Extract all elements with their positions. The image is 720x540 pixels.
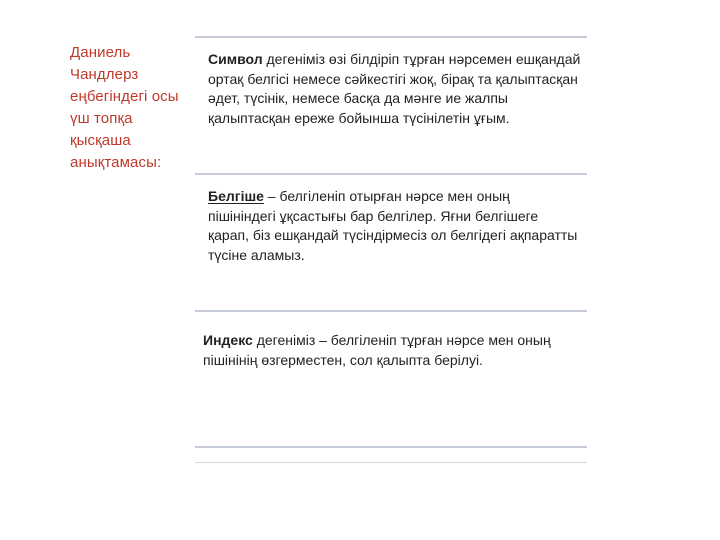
definition-text: дегеніміз – белгіленіп тұрған нәрсе мен оның пішінінің өзгерместен, сол қалыпта берілуі. (203, 332, 551, 368)
definition-index (203, 331, 595, 370)
divider-4 (195, 462, 587, 463)
definition-symbol (208, 50, 588, 128)
definition-text: дегеніміз өзі білдіріп тұрған нәрсемен ешқандай ортақ белгісі немесе сәйкестігі жоқ, бірақ та қалыптасқан әдет, түсінік, немесе басқа да мәнге ие жалпы қалыптасқан ереже бойынша түсінілетін ұғым. (208, 51, 581, 126)
definition-text: – белгіленіп отырған нәрсе мен оның пішініндегі ұқсастығы бар белгілер. Яғни белгішеге қарап, біз ешқандай түсіндірмесіз ол белгідегі ақпаратты түсіне аламыз. (208, 188, 578, 263)
slide-title: Даниель Чандлерз еңбегіндегі осы үш топқа қысқаша анықтамасы: (70, 44, 179, 171)
divider-3 (195, 446, 587, 448)
divider-2 (195, 310, 587, 312)
definition-term: Индекс (203, 332, 253, 348)
definition-term: Белгіше (208, 188, 264, 204)
definition-icon (208, 187, 580, 265)
definition-term: Символ (208, 51, 263, 67)
top-divider (195, 36, 587, 38)
divider-1 (195, 173, 587, 175)
